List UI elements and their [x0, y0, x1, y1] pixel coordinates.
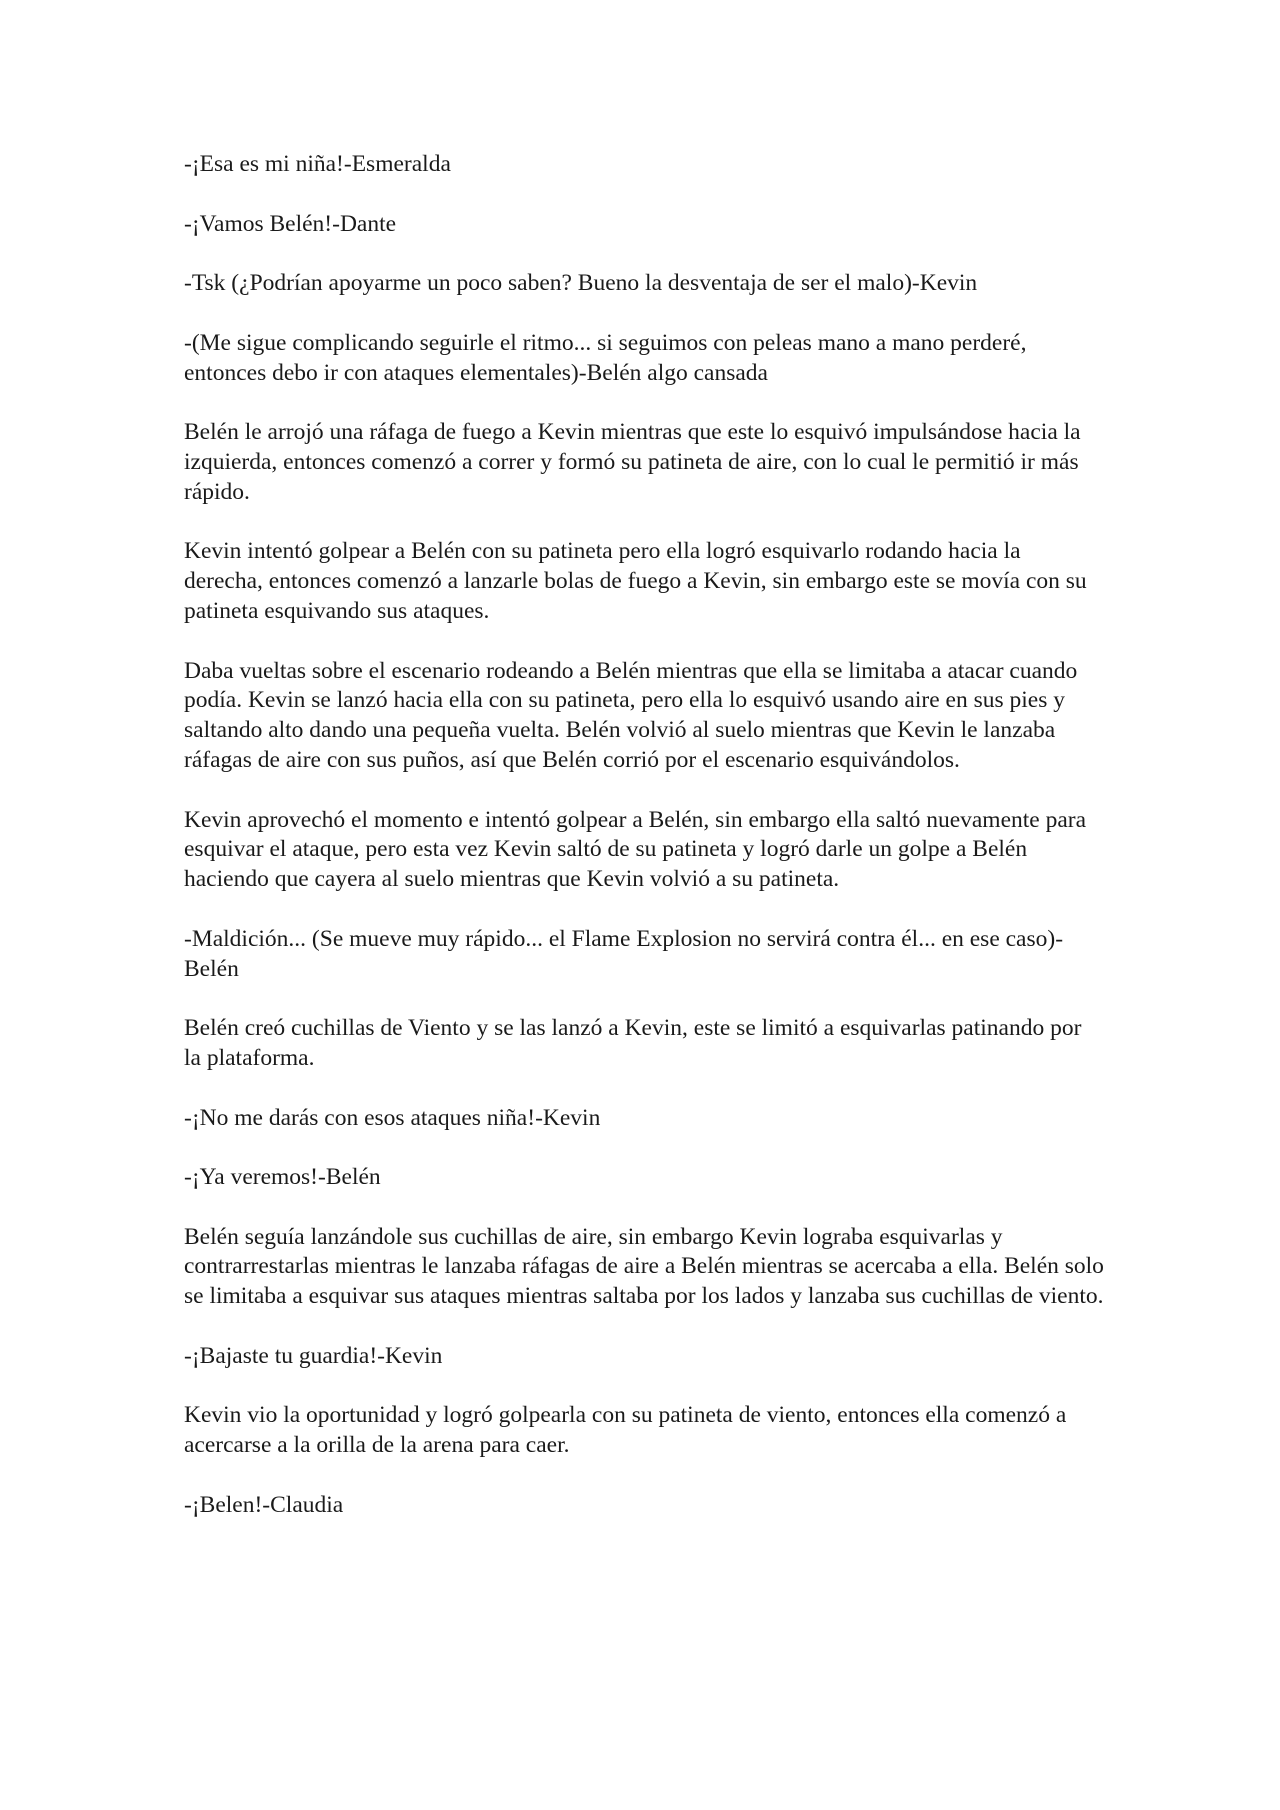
- narration-paragraph: Kevin aprovechó el momento e intentó golpear a Belén, sin embargo ella saltó nuevamente para esquivar el ataque, pero esta vez Kevin saltó de su patineta y logró darle un golpe a Belén haciendo que cayera al suelo mientras que Kevin volvió a su patineta.: [184, 806, 1087, 893]
- dialogue-line: -¡Esa es mi niña!-Esmeralda: [184, 151, 451, 177]
- dialogue-line: -¡Vamos Belén!-Dante: [184, 210, 397, 237]
- story-text: [184, 150, 1104, 1550]
- narration-paragraph: Belén le arrojó una ráfaga de fuego a Kevin mientras que este lo esquivó impulsándose hacia la izquierda, entonces comenzó a correr y formó su patineta de aire, con lo cual le permitió ir más rápido.: [184, 419, 1081, 505]
- dialogue-line: -Maldición... (Se mueve muy rápido... el Flame Explosion no servirá contra él... en ese caso)-Belén: [184, 925, 1064, 982]
- narration-paragraph: Daba vueltas sobre el escenario rodeando a Belén mientras que ella se limitaba a atacar cuando podía. Kevin se lanzó hacia ella con su patineta, pero ella lo esquivó usando aire en sus pies y saltando alto dando una pequeña vuelta. Belén volvió al suelo mientras que Kevin le lanzaba ráfagas de aire con sus puños, así que Belén corrió por el escenario esquivándolos.: [184, 657, 1078, 773]
- dialogue-line: -¡Belen!-Claudia: [184, 1491, 344, 1518]
- dialogue-line: -(Me sigue complicando seguirle el ritmo... si seguimos con peleas mano a mano perderé, entonces debo ir con ataques elementales)-Belén algo cansada: [184, 329, 1027, 386]
- dialogue-line: -¡No me darás con esos ataques niña!-Kevin: [184, 1104, 601, 1131]
- dialogue-line: -Tsk (¿Podrían apoyarme un poco saben? Bueno la desventaja de ser el malo)-Kevin: [184, 270, 978, 297]
- narration-paragraph: Kevin vio la oportunidad y logró golpearla con su patineta de viento, entonces ella comenzó a acercarse a la orilla de la arena para caer.: [184, 1402, 1067, 1459]
- narration-paragraph: Kevin intentó golpear a Belén con su patineta pero ella logró esquivarlo rodando hacia la derecha, entonces comenzó a lanzarle bolas de fuego a Kevin, sin embargo este se movía con su patineta esquivando sus ataques.: [184, 538, 1087, 624]
- narration-paragraph: Belén seguía lanzándole sus cuchillas de aire, sin embargo Kevin lograba esquivarlas y contrarrestarlas mientras le lanzaba ráfagas de aire a Belén mientras se acercaba a ella. Belén solo se limitaba a esquivar sus ataques mientras saltaba por los lados y lanzaba sus cuchillas de viento.: [184, 1223, 1104, 1310]
- narration-paragraph: Belén creó cuchillas de Viento y se las lanzó a Kevin, este se limitó a esquivarlas patinando por la plataforma.: [184, 1015, 1082, 1071]
- dialogue-line: -¡Bajaste tu guardia!-Kevin: [184, 1342, 443, 1369]
- dialogue-line: -¡Ya veremos!-Belén: [184, 1164, 381, 1191]
